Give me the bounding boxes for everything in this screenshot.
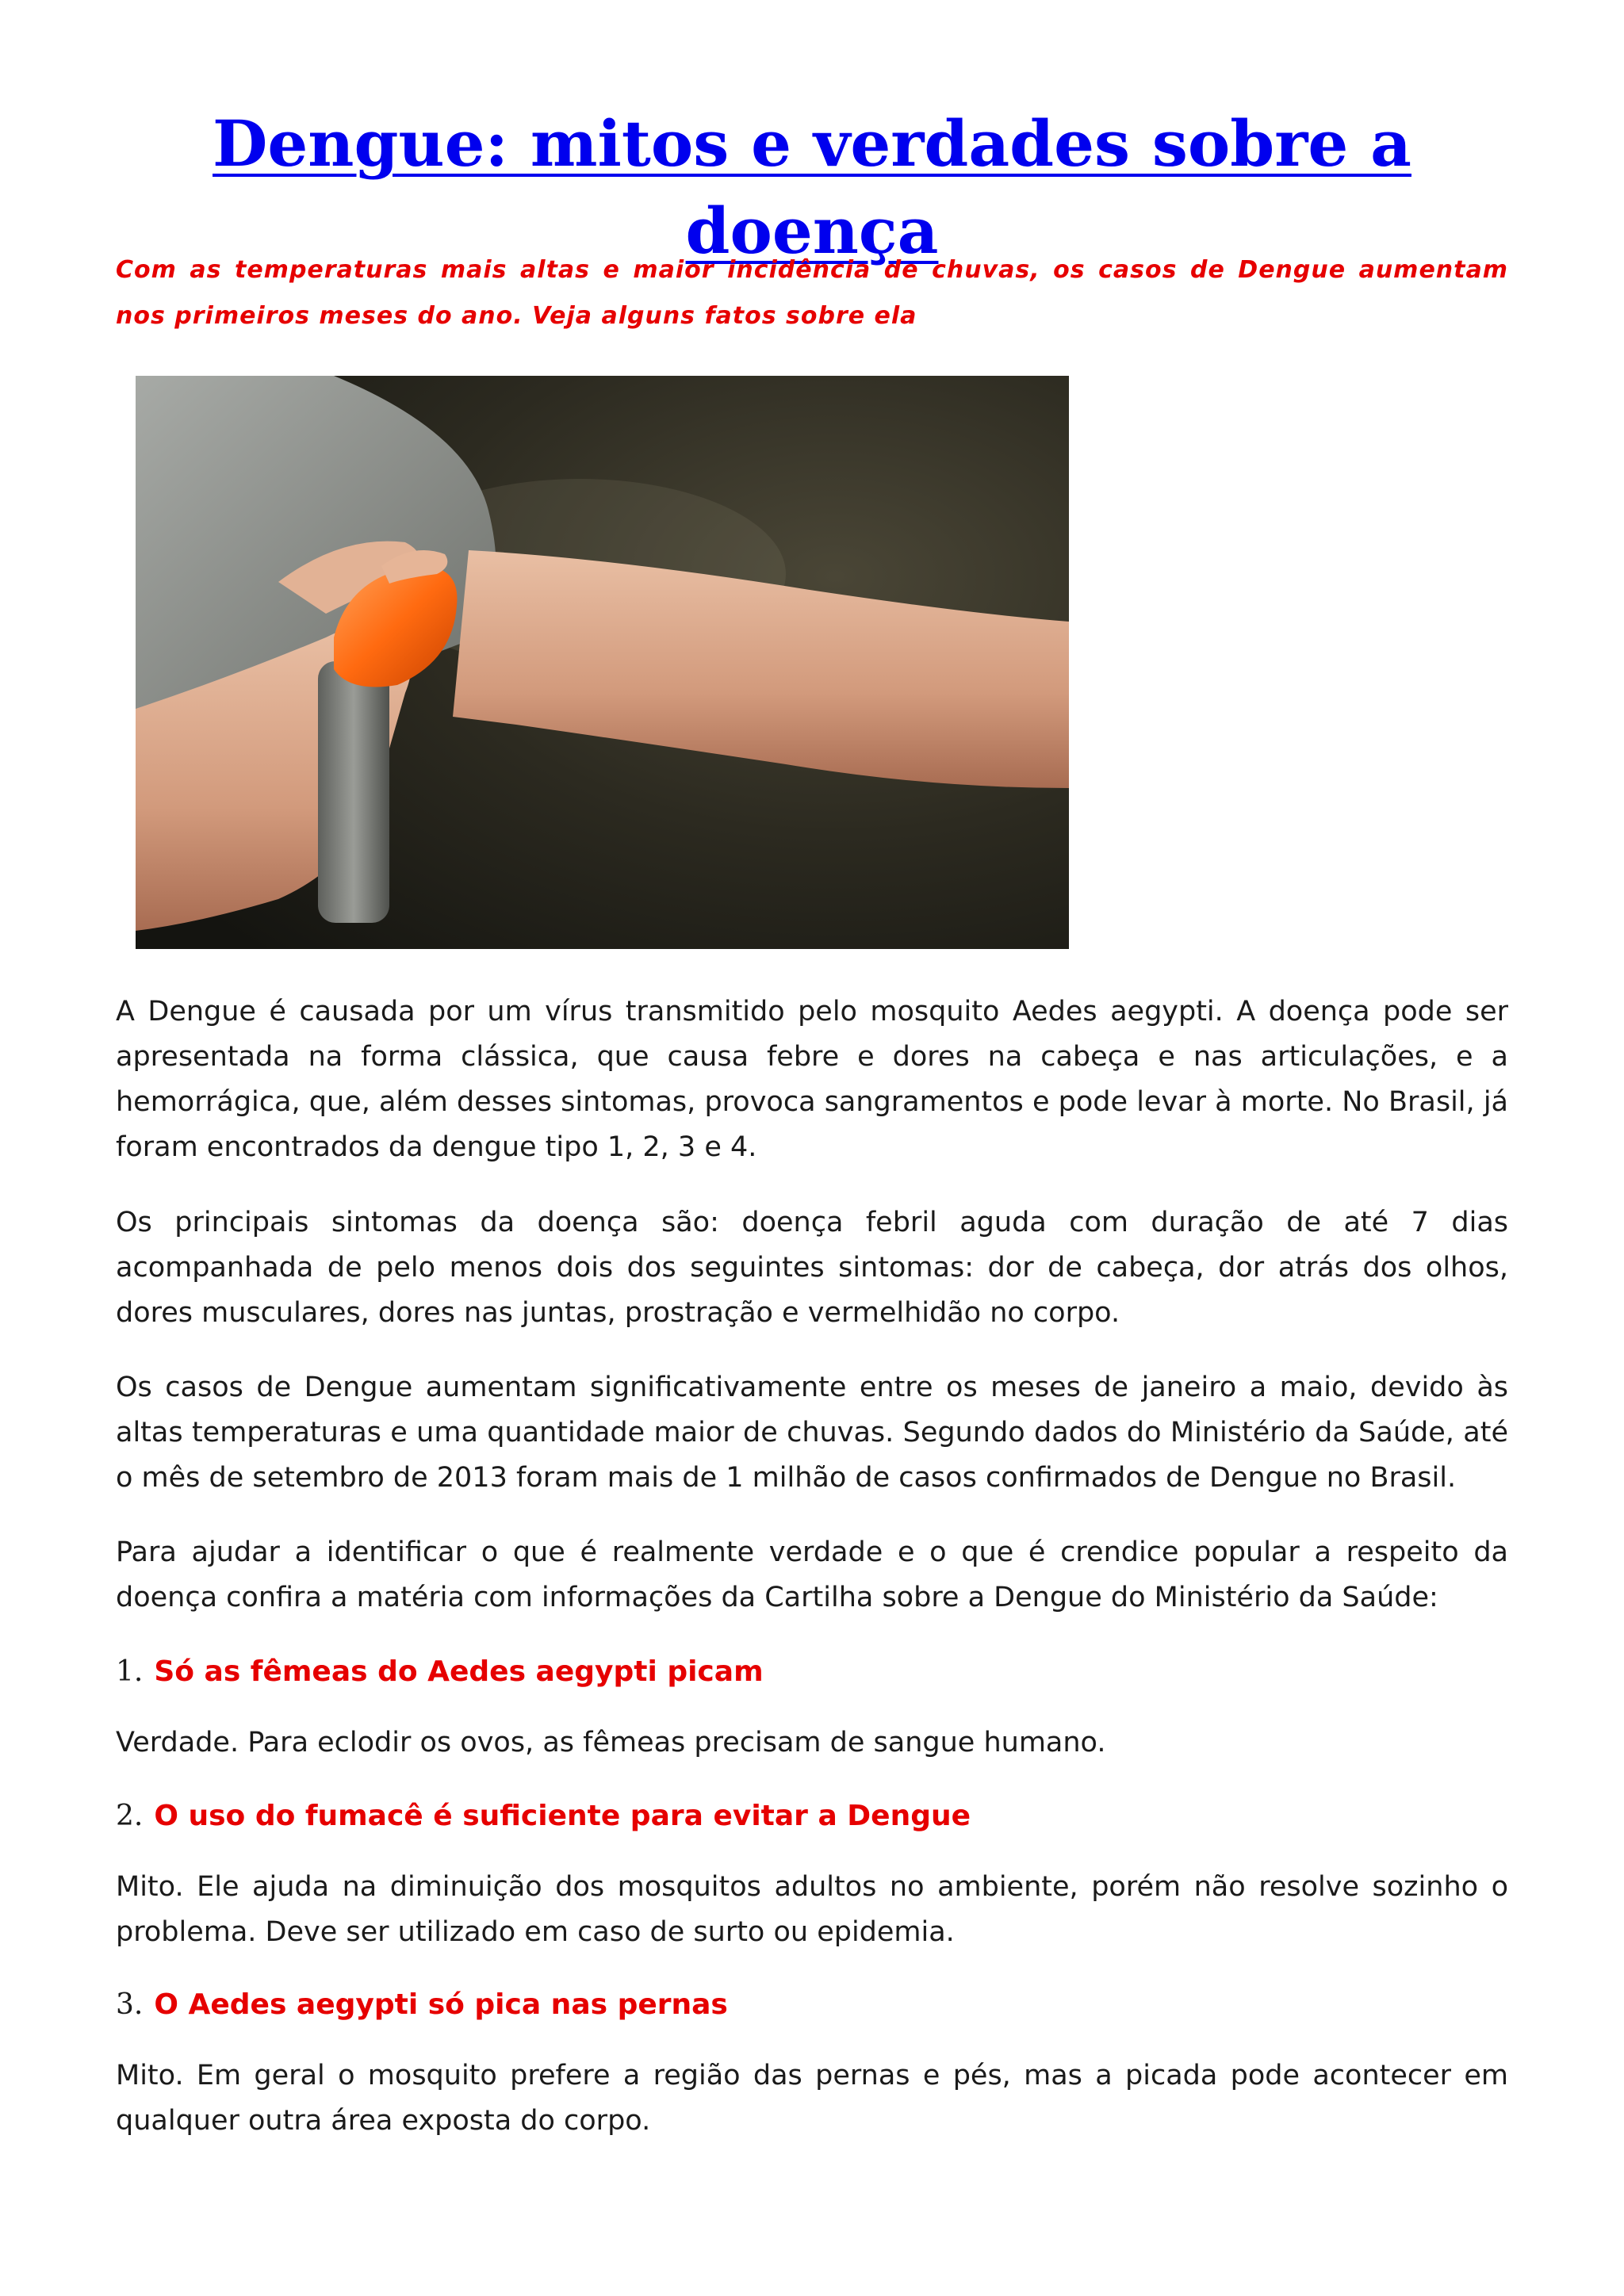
item-question: O uso do fumacê é suficiente para evitar a Dengue [154, 1800, 971, 1832]
item-question: Só as fêmeas do Aedes aegypti picam [154, 1655, 764, 1688]
item-number: 1. [116, 1655, 144, 1688]
repellent-spray-photo [136, 376, 1069, 949]
myth-item-2-heading [116, 1793, 1508, 1839]
myth-item-1-heading [116, 1649, 1508, 1694]
article-lead: Com as temperaturas mais altas e maior incidência de chuvas, os casos de Dengue aumentam nos primeiros meses do ano. Veja alguns fatos sobre ela [116, 256, 1508, 330]
item-number: 3. [116, 1988, 144, 2021]
paragraph-intro-list: Para ajudar a identificar o que é realmente verdade e o que é crendice popular a respeito da doença confira a matéria com informações da Cartilha sobre a Dengue do Ministério da Saúde: [116, 1536, 1508, 1613]
paragraph-seasonality: Os casos de Dengue aumentam significativamente entre os meses de janeiro a maio, devido às altas temperaturas e uma quantidade maior de chuvas. Segundo dados do Ministério da Saúde, até o mês de setembro de 2013 foram mais de 1 milhão de casos confirmados de Dengue no Brasil. [116, 1372, 1508, 1494]
myth-item-3-heading [116, 1982, 1508, 2027]
paragraph-symptoms: Os principais sintomas da doença são: doença febril aguda com duração de até 7 dias acompanhada de pelo menos dois dos seguintes sintomas: dor de cabeça, dor atrás dos olhos, dores musculares, dores nas juntas, prostração e vermelhidão no corpo. [116, 1207, 1508, 1329]
article-title-link[interactable]: Dengue: mitos e verdades sobre a doença [213, 106, 1411, 268]
item-question: O Aedes aegypti só pica nas pernas [154, 1988, 728, 2021]
paragraph-causes: A Dengue é causada por um vírus transmitido pelo mosquito Aedes aegypti. A doença pode ser apresentada na forma clássica, que causa febre e dores na cabeça e nas articulações, e a hemorrágica, que, além desses sintomas, provoca sangramentos e pode levar à morte. No Brasil, já foram encontrados da dengue tipo 1, 2, 3 e 4. [116, 996, 1508, 1163]
item-number: 2. [116, 1800, 144, 1832]
myth-item-3-answer: Mito. Em geral o mosquito prefere a região das pernas e pés, mas a picada pode acontecer em qualquer outra área exposta do corpo. [116, 2060, 1508, 2137]
myth-item-1-answer: Verdade. Para eclodir os ovos, as fêmeas precisam de sangue humano. [116, 1727, 1106, 1758]
myth-item-2-answer: Mito. Ele ajuda na diminuição dos mosquitos adultos no ambiente, porém não resolve sozinho o problema. Deve ser utilizado em caso de surto ou epidemia. [116, 1871, 1508, 1948]
